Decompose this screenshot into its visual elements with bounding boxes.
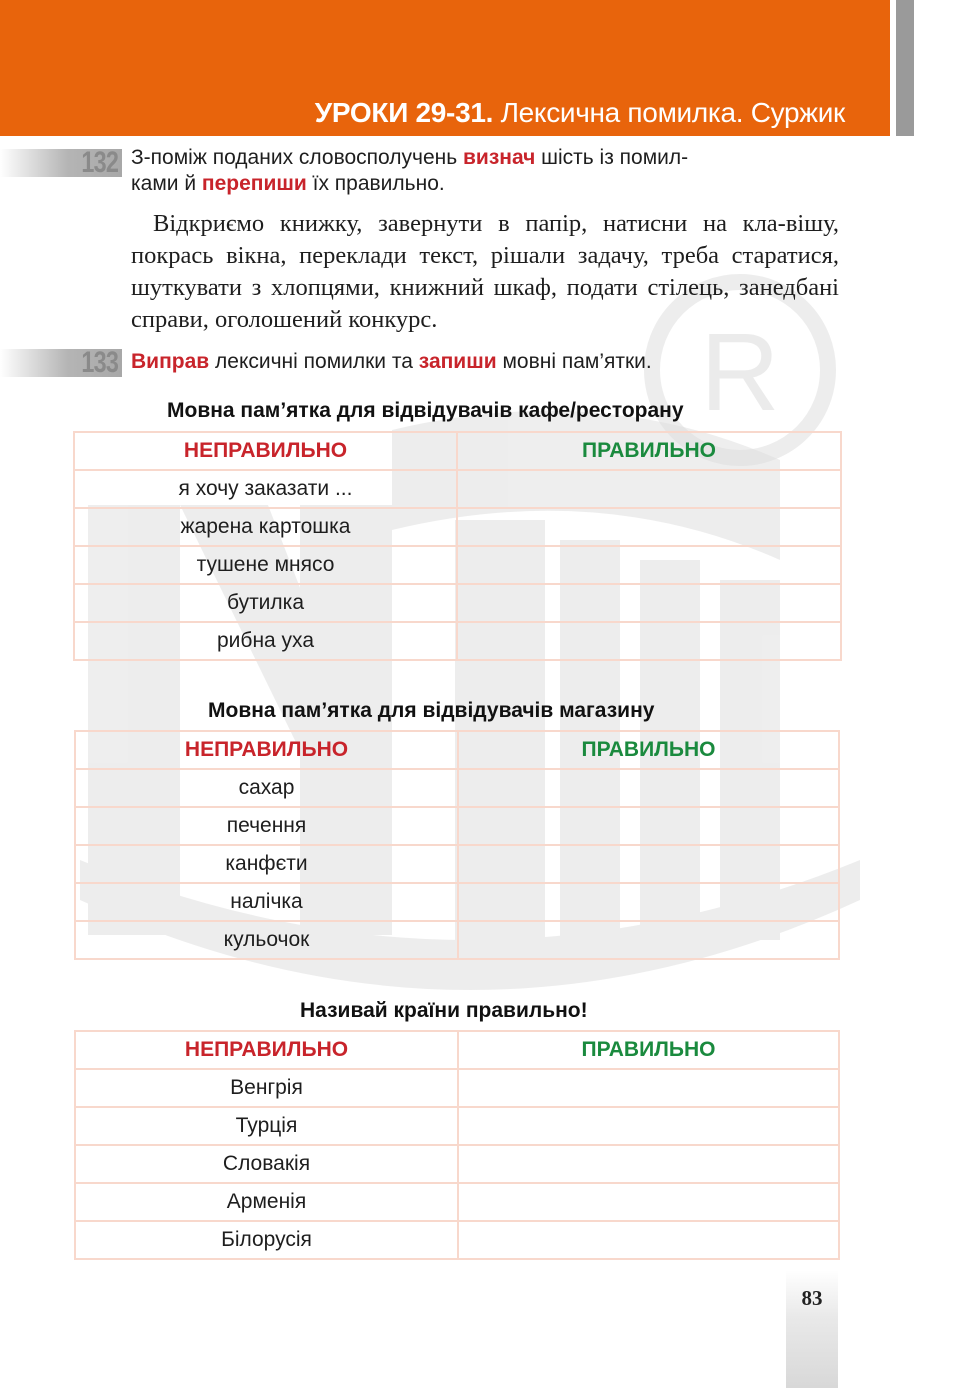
column-header-right: ПРАВИЛЬНО <box>458 1031 839 1069</box>
header-edge <box>896 0 914 136</box>
svg-text:R: R <box>700 311 780 434</box>
answer-cell[interactable] <box>457 470 841 508</box>
wrong-word: жарена картошка <box>74 508 457 546</box>
exercise-number: 132 <box>81 146 118 179</box>
column-header-wrong: НЕПРАВИЛЬНО <box>75 731 458 769</box>
wrong-word: Словакія <box>75 1145 458 1183</box>
wrong-word: бутилка <box>74 584 457 622</box>
wrong-word: налічка <box>75 883 458 921</box>
page-title <box>315 97 845 129</box>
memo-table-shop <box>74 730 840 960</box>
memo-table-countries <box>74 1030 840 1260</box>
column-header-wrong: НЕПРАВИЛЬНО <box>75 1031 458 1069</box>
exercise-133-instruction <box>131 349 652 375</box>
table-row <box>75 845 839 883</box>
exercise-number-tab <box>0 146 122 179</box>
table-row <box>74 584 841 622</box>
instruction-keyword: Виправ <box>131 350 210 373</box>
answer-cell[interactable] <box>458 807 839 845</box>
table-row <box>75 1107 839 1145</box>
instruction-text: їх правильно. <box>306 172 445 195</box>
exercise-number-tab <box>0 346 122 379</box>
wrong-word: Венгрія <box>75 1069 458 1107</box>
wrong-word: Білорусія <box>75 1221 458 1259</box>
instruction-keyword: визнач <box>463 146 536 169</box>
answer-cell[interactable] <box>458 1183 839 1221</box>
memo-table-cafe <box>73 431 842 661</box>
instruction-text: лексичні помилки та <box>209 350 419 373</box>
answer-cell[interactable] <box>457 584 841 622</box>
answer-cell[interactable] <box>458 1221 839 1259</box>
table-row <box>75 1221 839 1259</box>
table-row <box>75 921 839 959</box>
instruction-text: мовні пам’ятки. <box>496 350 652 373</box>
table-row <box>75 807 839 845</box>
page-number: 83 <box>801 1286 823 1310</box>
table-row <box>75 1145 839 1183</box>
wrong-word: Турція <box>75 1107 458 1145</box>
exercise-132-text: Відкриємо книжку, завернути в папір, натисни на кла-вішу, покрась вікна, переклади текст, рішали задачу, треба старатися, шуткувати з хлопцями, книжний шкаф, подати стілець, занедбані справи, оголошений конкурс. <box>131 210 839 333</box>
instruction-text: З-поміж поданих словосполучень <box>131 146 464 169</box>
table-title: Називай країни правильно! <box>300 999 588 1022</box>
answer-cell[interactable] <box>457 508 841 546</box>
answer-cell[interactable] <box>458 883 839 921</box>
lesson-numbers: УРОКИ 29-31. <box>314 97 494 128</box>
answer-cell[interactable] <box>458 1107 839 1145</box>
exercise-132-instruction <box>131 145 688 197</box>
answer-cell[interactable] <box>458 1145 839 1183</box>
answer-cell[interactable] <box>458 921 839 959</box>
column-header-right: ПРАВИЛЬНО <box>458 731 839 769</box>
table-row <box>74 546 841 584</box>
instruction-keyword: перепиши <box>201 172 307 195</box>
wrong-word: канфєти <box>75 845 458 883</box>
wrong-word: сахар <box>75 769 458 807</box>
wrong-word: печення <box>75 807 458 845</box>
table-title: Мовна пам’ятка для відвідувачів кафе/ресторану <box>167 399 684 422</box>
table-row <box>74 622 841 660</box>
instruction-text: шість із помил- <box>535 146 689 169</box>
column-header-right: ПРАВИЛЬНО <box>457 432 841 470</box>
exercise-number: 133 <box>81 346 118 379</box>
lesson-topic: Лексична помилка. Суржик <box>500 97 845 128</box>
wrong-word: кульочок <box>75 921 458 959</box>
wrong-word: Арменія <box>75 1183 458 1221</box>
instruction-text: ками й <box>131 172 202 195</box>
column-header-wrong: НЕПРАВИЛЬНО <box>74 432 457 470</box>
table-title: Мовна пам’ятка для відвідувачів магазину <box>208 699 655 722</box>
instruction-keyword: запиши <box>418 350 497 373</box>
wrong-word: я хочу заказати ... <box>74 470 457 508</box>
wrong-word: рибна уха <box>74 622 457 660</box>
table-row <box>75 769 839 807</box>
answer-cell[interactable] <box>458 1069 839 1107</box>
table-row <box>75 883 839 921</box>
answer-cell[interactable] <box>457 546 841 584</box>
answer-cell[interactable] <box>458 845 839 883</box>
table-row <box>74 470 841 508</box>
table-row <box>75 1183 839 1221</box>
table-row <box>74 508 841 546</box>
table-row <box>75 1069 839 1107</box>
answer-cell[interactable] <box>458 769 839 807</box>
wrong-word: тушене мнясо <box>74 546 457 584</box>
answer-cell[interactable] <box>457 622 841 660</box>
